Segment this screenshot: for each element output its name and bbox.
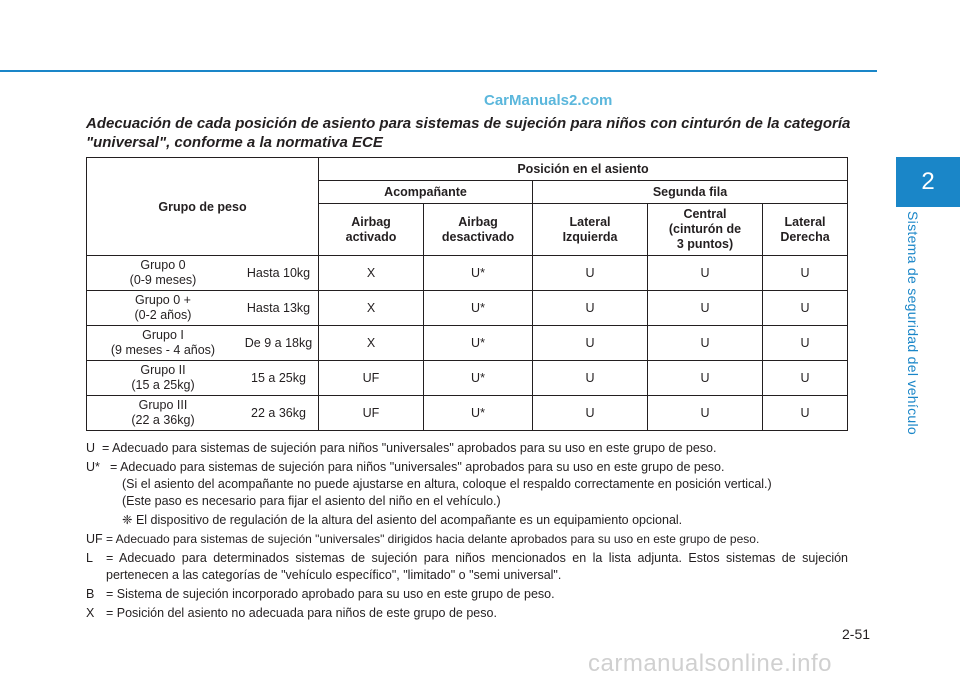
group-cell [87, 291, 240, 326]
header-lateral-izquierda [533, 204, 648, 256]
legend-notes [86, 440, 848, 624]
cell-lateral-izquierda: U [533, 291, 648, 326]
note-text: = Adecuado para sistemas de sujeción "universales" dirigidos hacia delante aprobados para su uso en este grupo de peso. [106, 532, 760, 546]
note-key: L [86, 551, 93, 565]
weight-cell: 15 a 25kg [239, 361, 319, 396]
header-segunda-fila: Segunda fila [533, 181, 848, 204]
weight-cell: Hasta 10kg [239, 256, 319, 291]
cell-airbag-desactivado: U* [424, 396, 533, 431]
note-uf [86, 531, 848, 548]
header-lateral-derecha [763, 204, 848, 256]
note-u [86, 440, 848, 457]
cell-airbag-desactivado: U* [424, 361, 533, 396]
header-central [648, 204, 763, 256]
note-key: B [86, 587, 95, 601]
cell-airbag-activado: UF [319, 361, 424, 396]
cell-central: U [648, 396, 763, 431]
cell-lateral-izquierda: U [533, 326, 648, 361]
cell-lateral-derecha: U [763, 256, 848, 291]
top-rule [0, 70, 877, 72]
header-acompanante: Acompañante [319, 181, 533, 204]
table-row [87, 326, 848, 361]
note-l [86, 550, 848, 584]
group-name: Grupo II [140, 363, 186, 377]
header-lateral-derecha-l1: Lateral [784, 214, 826, 229]
cell-airbag-activado: X [319, 256, 424, 291]
table-row [87, 396, 848, 431]
note-key: X [86, 606, 95, 620]
cell-lateral-izquierda: U [533, 396, 648, 431]
group-cell [87, 396, 240, 431]
header-lateral-izquierda-l2: Izquierda [562, 229, 618, 244]
weight-cell: Hasta 13kg [239, 291, 319, 326]
note-b [86, 586, 848, 603]
header-airbag-desactivado-l1: Airbag [458, 214, 498, 229]
table-row [87, 256, 848, 291]
header-posicion-asiento: Posición en el asiento [319, 158, 848, 181]
section-heading: Adecuación de cada posición de asiento para sistemas de sujeción para niños con cinturón de la categoría "universal", conforme a la normativa ECE [86, 115, 851, 151]
group-name: Grupo 0 + [135, 293, 191, 307]
cell-airbag-desactivado: U* [424, 326, 533, 361]
cell-lateral-derecha: U [763, 291, 848, 326]
group-range: (22 a 36kg) [131, 413, 195, 427]
cell-lateral-derecha: U [763, 396, 848, 431]
cell-lateral-derecha: U [763, 326, 848, 361]
note-text: = Adecuado para sistemas de sujeción para niños "universales" aprobados para su uso en este grupo de peso. [102, 441, 717, 455]
group-cell [87, 326, 240, 361]
header-grupo-de-peso: Grupo de peso [87, 158, 319, 256]
note-ustar [86, 459, 848, 529]
note-text: = Adecuado para sistemas de sujeción para niños "universales" aprobados para su uso en este grupo de peso. [110, 460, 725, 474]
header-airbag-activado-l1: Airbag [351, 214, 391, 229]
cell-central: U [648, 291, 763, 326]
chapter-side-label-text: Sistema de seguridad del vehículo [905, 210, 921, 435]
header-lateral-derecha-l2: Derecha [780, 229, 830, 244]
cell-airbag-desactivado: U* [424, 291, 533, 326]
page-number: 2-51 [842, 626, 871, 642]
compatibility-table [86, 157, 848, 431]
group-cell [87, 361, 240, 396]
note-text: = Sistema de sujeción incorporado aprobado para su uso en este grupo de peso. [106, 587, 555, 601]
note-text-optional: ❈ El dispositivo de regulación de la altura del asiento del acompañante es un equipamiento opcional. [122, 513, 683, 527]
group-name: Grupo I [142, 328, 184, 342]
header-airbag-desactivado-l2: desactivado [441, 229, 515, 244]
header-central-l1: Central [683, 207, 727, 221]
note-text-cont: (Este paso es necesario para fijar el asiento del niño en el vehículo.) [122, 494, 501, 508]
cell-airbag-activado: X [319, 291, 424, 326]
header-airbag-activado [319, 204, 424, 256]
cell-central: U [648, 361, 763, 396]
chapter-side-label [900, 210, 926, 435]
cell-lateral-izquierda: U [533, 361, 648, 396]
weight-cell: 22 a 36kg [239, 396, 319, 431]
cell-central: U [648, 326, 763, 361]
cell-central: U [648, 256, 763, 291]
cell-lateral-izquierda: U [533, 256, 648, 291]
group-range: (9 meses - 4 años) [110, 343, 216, 357]
note-x [86, 605, 848, 622]
cell-airbag-activado: UF [319, 396, 424, 431]
header-airbag-desactivado [424, 204, 533, 256]
cell-airbag-desactivado: U* [424, 256, 533, 291]
watermark-carmanuals[interactable]: CarManuals2.com [484, 92, 613, 109]
header-central-l3: 3 puntos) [676, 237, 734, 251]
table-row [87, 361, 848, 396]
group-range: (0-2 años) [134, 308, 192, 322]
note-key: U [86, 441, 96, 455]
weight-cell: De 9 a 18kg [239, 326, 319, 361]
group-name: Grupo III [138, 398, 188, 412]
watermark-carmanualsonline[interactable]: carmanualsonline.info [588, 650, 832, 677]
note-text: = Adecuado para determinados sistemas de sujeción para niños mencionados en la lista adjunta. Estos sistemas de sujeción pertenecen a las categorías de "vehículo específico", "limitado" o "semi universal". [106, 551, 848, 582]
cell-lateral-derecha: U [763, 361, 848, 396]
group-range: (15 a 25kg) [131, 378, 195, 392]
group-range: (0-9 meses) [129, 273, 197, 287]
header-airbag-activado-l2: activado [345, 229, 397, 244]
note-key: UF [86, 532, 103, 546]
note-text-cont: (Si el asiento del acompañante no puede ajustarse en altura, coloque el respaldo correctamente en posición vertical.) [122, 477, 772, 491]
note-key: U* [86, 460, 100, 474]
header-central-l2: (cinturón de [668, 222, 742, 236]
table-row [87, 291, 848, 326]
chapter-badge: 2 [896, 157, 960, 207]
note-text: = Posición del asiento no adecuada para niños de este grupo de peso. [106, 606, 497, 620]
cell-airbag-activado: X [319, 326, 424, 361]
group-cell [87, 256, 240, 291]
group-name: Grupo 0 [140, 258, 186, 272]
header-lateral-izquierda-l1: Lateral [569, 214, 611, 229]
